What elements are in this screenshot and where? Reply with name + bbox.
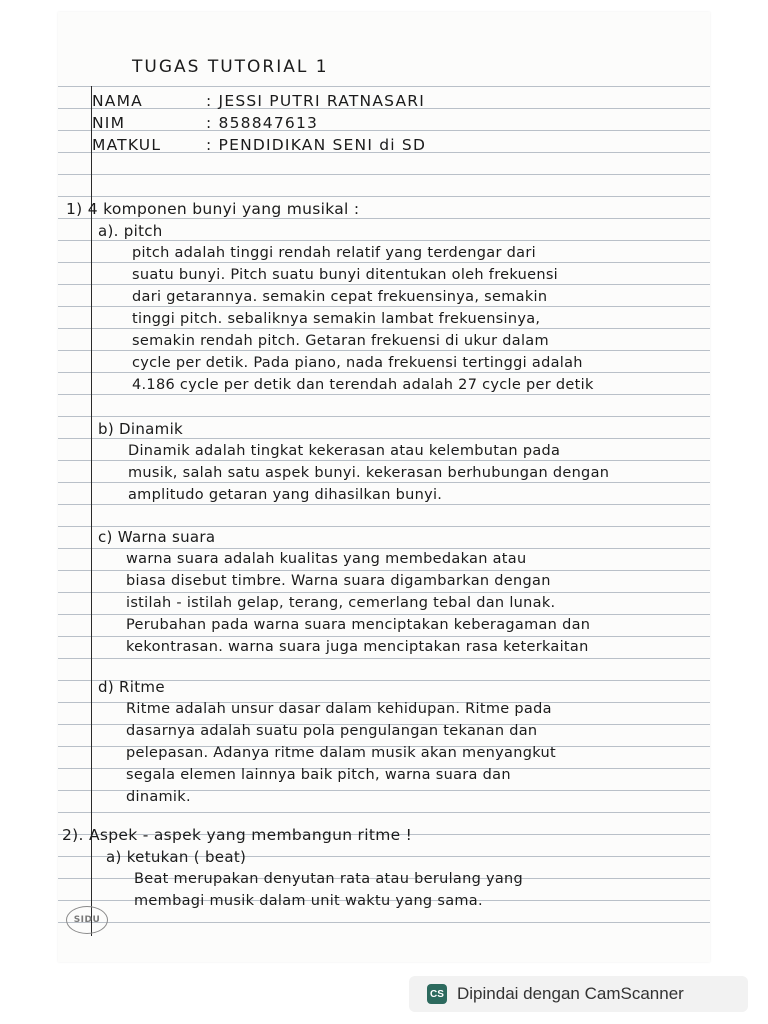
q1-d-line: segala elemen lainnya baik pitch, warna suara dan — [126, 767, 511, 783]
name-value: : JESSI PUTRI RATNASARI — [206, 92, 425, 110]
notebook-brand-logo: SIDU — [66, 906, 108, 934]
q1-a-line: cycle per detik. Pada piano, nada frekuensi tertinggi adalah — [132, 355, 583, 371]
q1-a-line: suatu bunyi. Pitch suatu bunyi ditentukan oleh frekuensi — [132, 267, 559, 283]
ruled-line — [58, 812, 710, 813]
ruled-line — [58, 416, 710, 417]
q1-c-line: istilah - istilah gelap, terang, cemerlang tebal dan lunak. — [126, 595, 556, 611]
page-title: TUGAS TUTORIAL 1 — [132, 57, 329, 77]
q2-a-line: Beat merupakan denyutan rata atau berulang yang — [134, 871, 524, 887]
q1-c-title: c) Warna suara — [98, 528, 216, 546]
question-2-heading: 2). Aspek - aspek yang membangun ritme ! — [62, 826, 413, 844]
q1-d-line: dinamik. — [126, 789, 191, 805]
camscanner-icon: CS — [427, 984, 447, 1004]
q1-d-line: dasarnya adalah suatu pola pengulangan tekanan dan — [126, 723, 538, 739]
camscanner-watermark — [409, 976, 748, 1012]
question-1-heading: 1) 4 komponen bunyi yang musikal : — [66, 200, 360, 218]
q1-a-title: a). pitch — [98, 222, 163, 240]
q1-b-line: musik, salah satu aspek bunyi. kekerasan berhubungan dengan — [128, 465, 610, 481]
q2-a-title: a) ketukan ( beat) — [106, 848, 247, 866]
q1-d-title: d) Ritme — [98, 678, 165, 696]
ruled-line — [58, 130, 710, 131]
ruled-line — [58, 922, 710, 923]
q1-b-line: amplitudo getaran yang dihasilkan bunyi. — [128, 487, 443, 503]
ruled-line — [58, 86, 710, 87]
q1-d-line: Ritme adalah unsur dasar dalam kehidupan. Ritme pada — [126, 701, 552, 717]
q2-a-line: membagi musik dalam unit waktu yang sama. — [134, 893, 483, 909]
ruled-line — [58, 658, 710, 659]
notebook-page — [58, 12, 710, 962]
ruled-line — [58, 196, 710, 197]
q1-c-line: kekontrasan. warna suara juga menciptakan rasa keterkaitan — [126, 639, 589, 655]
q1-c-line: biasa disebut timbre. Warna suara digambarkan dengan — [126, 573, 551, 589]
course-label: MATKUL — [92, 136, 162, 154]
nim-value: : 858847613 — [206, 114, 319, 132]
q1-a-line: dari getarannya. semakin cepat frekuensinya, semakin — [132, 289, 548, 305]
q1-b-title: b) Dinamik — [98, 420, 184, 438]
q1-c-line: Perubahan pada warna suara menciptakan keberagaman dan — [126, 617, 591, 633]
q1-a-line: semakin rendah pitch. Getaran frekuensi di ukur dalam — [132, 333, 549, 349]
q1-b-line: Dinamik adalah tingkat kekerasan atau kelembutan pada — [128, 443, 561, 459]
nim-label: NIM — [92, 114, 126, 132]
q1-a-line: pitch adalah tinggi rendah relatif yang terdengar dari — [132, 245, 536, 261]
q1-d-line: pelepasan. Adanya ritme dalam musik akan menyangkut — [126, 745, 556, 761]
ruled-line — [58, 174, 710, 175]
name-label: NAMA — [92, 92, 143, 110]
q1-a-line: tinggi pitch. sebaliknya semakin lambat frekuensinya, — [132, 311, 541, 327]
camscanner-label: Dipindai dengan CamScanner — [457, 984, 684, 1003]
course-value: : PENDIDIKAN SENI di SD — [206, 136, 427, 154]
q1-a-line: 4.186 cycle per detik dan terendah adalah 27 cycle per detik — [132, 377, 594, 393]
q1-c-line: warna suara adalah kualitas yang membedakan atau — [126, 551, 527, 567]
